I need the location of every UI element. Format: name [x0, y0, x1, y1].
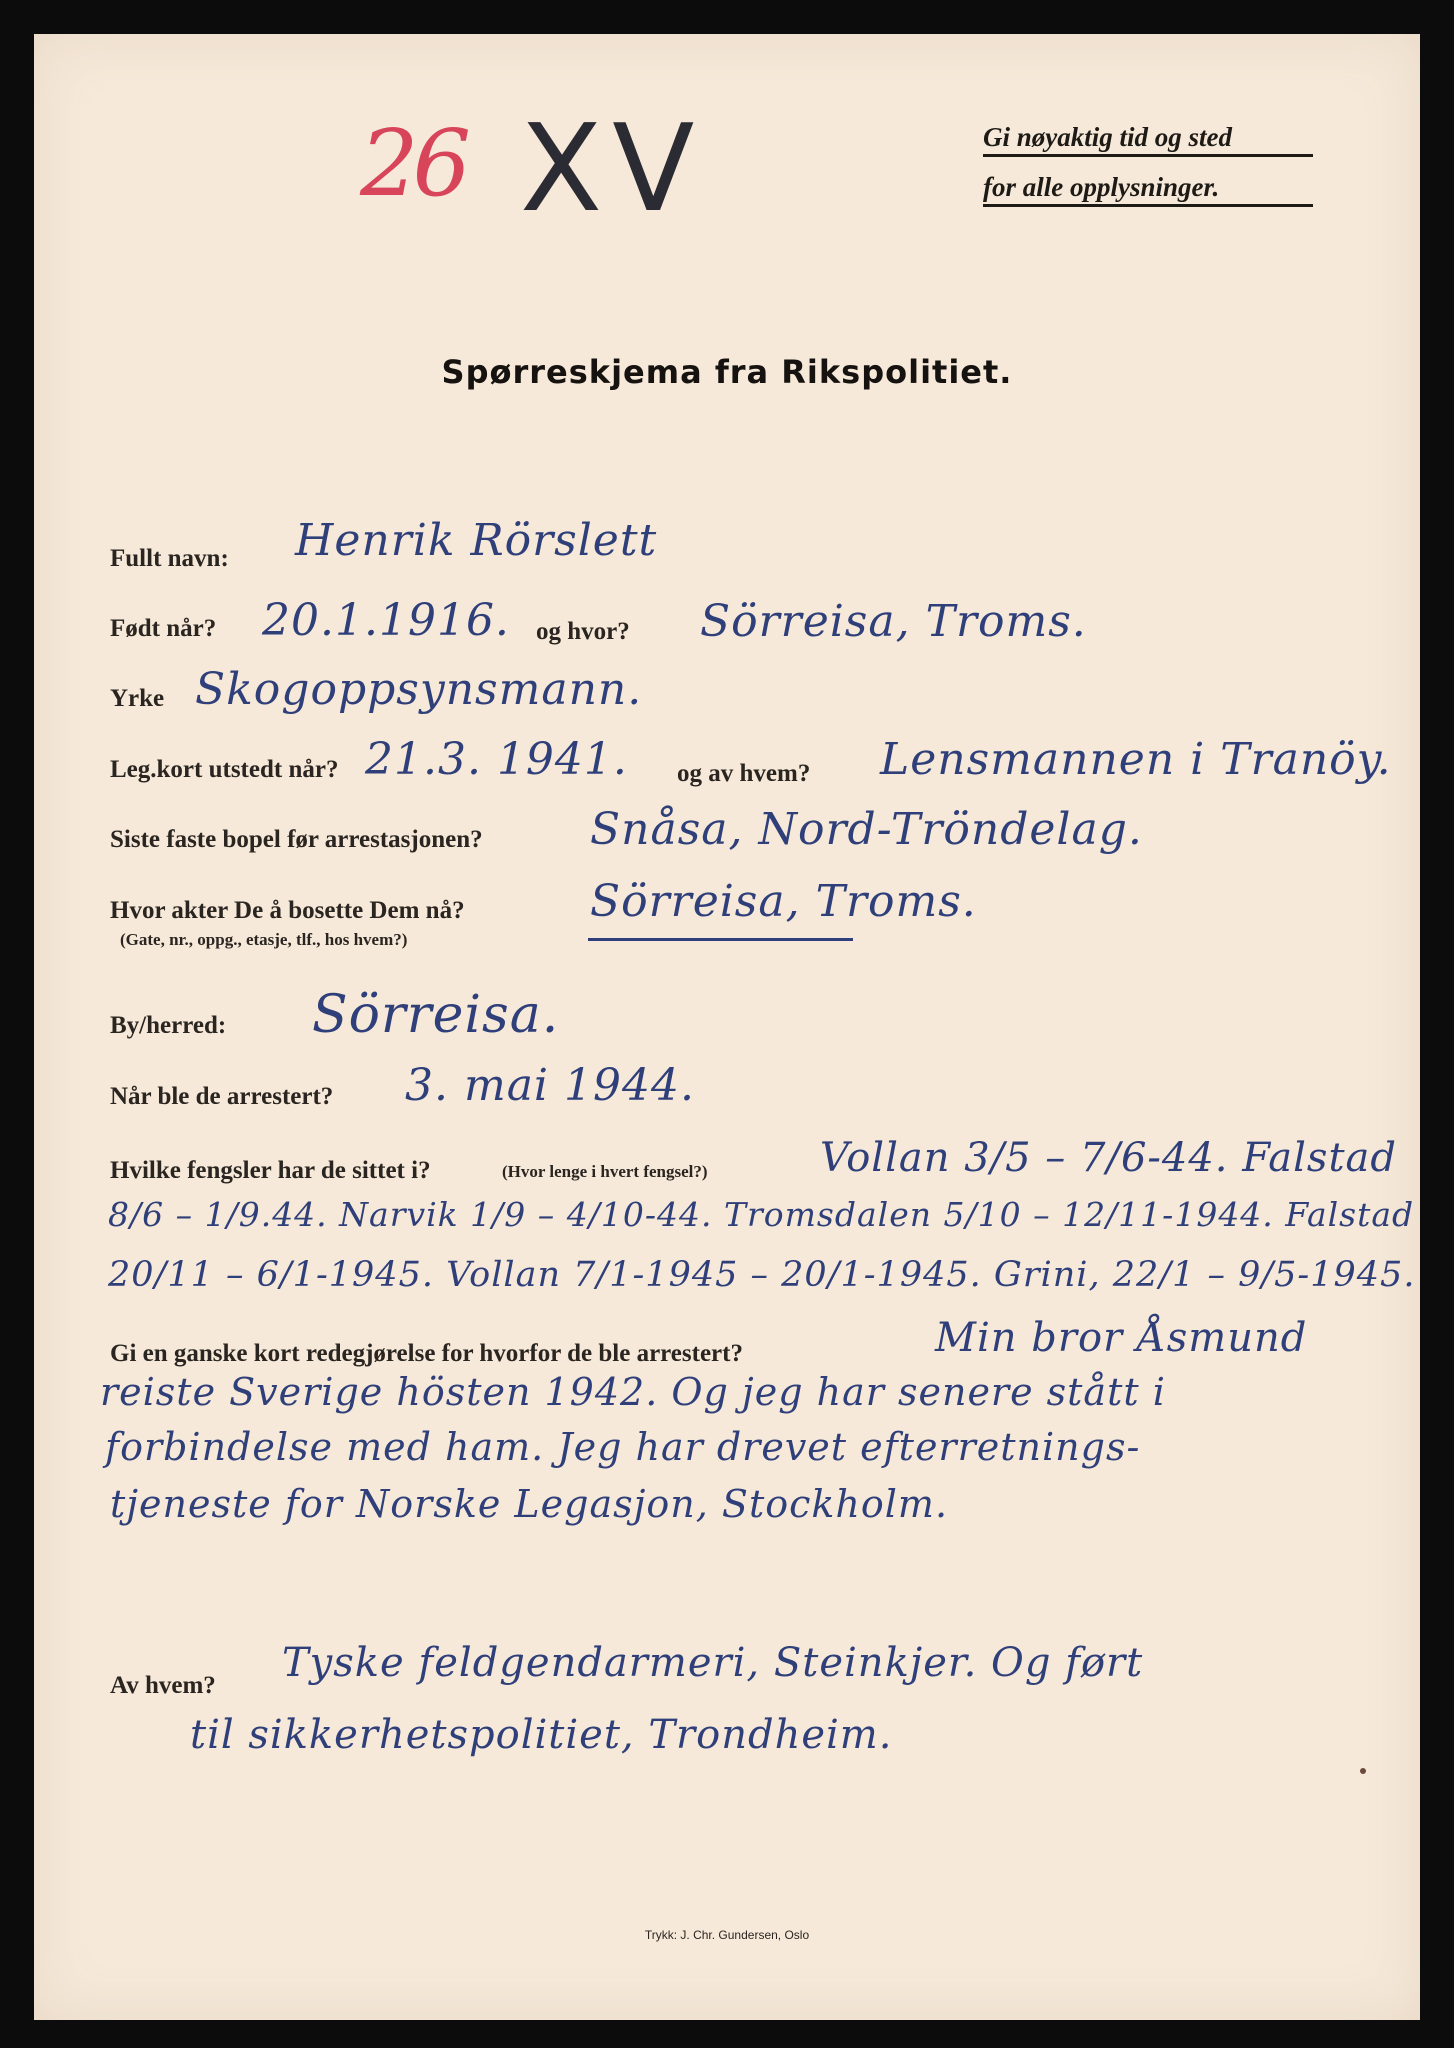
value-prisons-line-3: 20/11 – 6/1-1945. Vollan 7/1-1945 – 20/1-1945. Grini, 22/1 – 9/5-1945.	[108, 1255, 1416, 1295]
value-last-residence: Snåsa, Nord-Tröndelag.	[590, 804, 1143, 855]
instruction-line-2: for alle opplysninger.	[983, 172, 1220, 202]
label-id-issued-when: Leg.kort utstedt når?	[110, 756, 339, 783]
value-prisons-line-1: Vollan 3/5 – 7/6-44. Falstad	[820, 1135, 1397, 1181]
value-id-issued-when: 21.3. 1941.	[365, 734, 628, 785]
label-last-residence: Siste faste bopel før arrestasjonen?	[110, 826, 483, 853]
label-prisons-sublabel: (Hvor lenge i hvert fengsel?)	[502, 1162, 708, 1181]
value-arrest-reason-line-3: forbindelse med ham. Jeg har drevet efterretnings-	[105, 1425, 1141, 1469]
value-full-name: Henrik Rörslett	[295, 515, 658, 566]
value-arrest-date: 3. mai 1944.	[405, 1060, 695, 1111]
instruction-note	[983, 112, 1232, 212]
handwritten-underline	[588, 938, 853, 941]
label-municipality: By/herred:	[110, 1012, 227, 1039]
value-arrest-reason-line-2: reiste Sverige hösten 1942. Og jeg har senere stått i	[100, 1370, 1166, 1414]
label-born-where: og hvor?	[536, 618, 630, 645]
value-municipality: Sörreisa.	[312, 985, 560, 1045]
label-arrest-date: Når ble de arrestert?	[110, 1083, 334, 1110]
instruction-underline-2	[983, 204, 1313, 207]
value-prisons-line-2: 8/6 – 1/9.44. Narvik 1/9 – 4/10-44. Tromsdalen 5/10 – 12/11-1944. Falstad	[108, 1195, 1415, 1234]
value-arrest-reason-line-4: tjeneste for Norske Legasjon, Stockholm.	[110, 1482, 949, 1526]
value-born-where: Sörreisa, Troms.	[700, 596, 1087, 647]
label-prisons: Hvilke fengsler har de sittet i?	[110, 1157, 431, 1184]
value-arrested-by-line-2: til sikkerhetspolitiet, Trondheim.	[190, 1712, 893, 1758]
ink-spot	[1360, 1768, 1366, 1774]
label-full-name: Fullt navn:	[110, 545, 229, 572]
value-born-when: 20.1.1916.	[262, 595, 510, 646]
instruction-underline-1	[983, 154, 1313, 157]
form-title: Spørreskjema fra Rikspolitiet.	[441, 353, 1013, 391]
label-settle-where: Hvor akter De å bosette Dem nå?	[110, 897, 465, 924]
label-born-when: Født når?	[110, 615, 217, 642]
value-id-issued-by: Lensmannen i Tranöy.	[880, 734, 1392, 785]
value-arrest-reason-line-1: Min bror Åsmund	[935, 1315, 1308, 1361]
value-occupation: Skogoppsynsmann.	[195, 664, 643, 715]
label-settle-sublabel: (Gate, nr., oppg., etasje, tlf., hos hvem?)	[120, 930, 408, 949]
label-arrested-by: Av hvem?	[110, 1672, 216, 1699]
printer-imprint: Trykk: J. Chr. Gundersen, Oslo	[644, 1928, 810, 1942]
label-arrest-reason: Gi en ganske kort redegjørelse for hvorfor de ble arrestert?	[110, 1340, 743, 1367]
roman-numeral-mark: XV	[520, 100, 705, 239]
value-settle-where: Sörreisa, Troms.	[590, 876, 977, 927]
instruction-line-1: Gi nøyaktig tid og sted	[983, 122, 1232, 152]
red-file-number: 26	[360, 110, 466, 217]
label-id-issued-by: og av hvem?	[677, 760, 811, 787]
label-occupation: Yrke	[110, 685, 165, 712]
value-arrested-by-line-1: Tyske feldgendarmeri, Steinkjer. Og ført	[282, 1640, 1144, 1686]
